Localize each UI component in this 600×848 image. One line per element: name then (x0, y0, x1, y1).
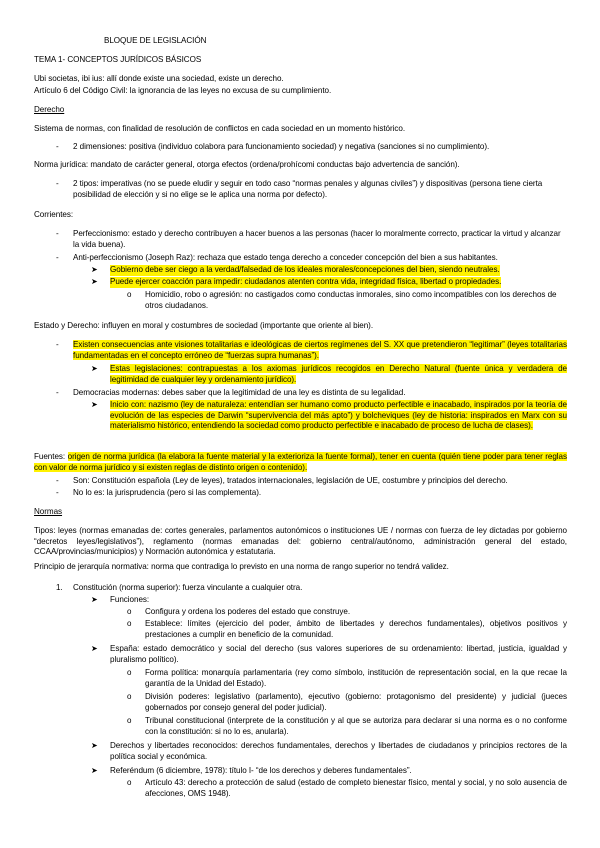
referendum-text: Referéndum (6 diciembre, 1978): título I- “de los derechos y deberes fundamentales”. (110, 766, 412, 775)
normas-tipos-text: Tipos: leyes (normas emanadas de: cortes generales, parlamentos autonómicos o instituciones UE / normas con fuerza de ley dictadas por gobierno “decretos leyes/legislativos”), reglamento (normas emanadas del: gobierno central/autónomo, administración general del estado, CCAA/provincias/municipios) y Normación autonómica y estatutaria. (34, 526, 567, 557)
dash-bullet: - (56, 476, 59, 485)
derecho-definition: Sistema de normas, con finalidad de resolución de conflictos en cada sociedad en un momento histórico. (34, 124, 406, 133)
inicio-text: Inicio con: nazismo (ley de naturaleza: entendían ser humano como producto perfectible e inacabado, inspirados por la teoría de evolución de las especies de Darwin “supervivencia del más apto”) y bolcheviques (ley de historia: inspirados en Marx con su materialismo histórico, entendiendo la sociedad como producto perfectible e inacabado de proceso de lucha de clases). (110, 400, 567, 431)
arrow-bullet-icon: ➤ (91, 265, 98, 274)
arrow-bullet-icon: ➤ (91, 644, 98, 653)
jerarquia-text: Principio de jerarquía normativa: norma que contradiga lo previsto en una norma de rango superior no tendrá validez. (34, 562, 449, 571)
perfeccionismo-text: Perfeccionismo: estado y derecho contribuyen a hacer buenos a las personas (hacer lo moralmente correcto, practicar la virtud y alcanzar la vida buena). (73, 229, 561, 249)
arrow-bullet-icon: ➤ (91, 364, 98, 373)
tipos-text: 2 tipos: imperativas (no se puede eludir y seguir en todo caso “normas penales y algunas civiles”) y dispositivas (persona tiene cierta posibilidad de elección y si no elige se le aplica una norma por defecto). (73, 179, 543, 199)
dimensiones-text: 2 dimensiones: positiva (individuo colabora para funcionamiento sociedad) y negativa (sanciones si no cumplimiento). (73, 142, 490, 151)
referendum-item: Artículo 43: derecho a protección de salud (estado de completo bienestar físico, mental y social, y no solo ausencia de afecciones, OMS 1948). (145, 778, 567, 798)
democracias-text: Democracias modernas: debes saber que la legitimidad de una ley es distinta de su legalidad. (73, 388, 406, 397)
funciones-label: Funciones: (110, 595, 150, 604)
espana-item: Tribunal constitucional (interprete de la constitución y al que se autoriza para declarar si una norma es o no conforme con la constitución: si no lo es, anularla). (145, 716, 567, 736)
arrow-bullet-icon: ➤ (91, 766, 98, 775)
section-heading-derecho: Derecho (34, 105, 65, 114)
dash-bullet: - (56, 229, 59, 238)
estado-derecho-heading: Estado y Derecho: influyen en moral y costumbres de sociedad (importante que oriente al bien). (34, 321, 374, 330)
espana-text: España: estado democrático y social del derecho (sus valores superiores de su ordenamiento: libertad, justicia, igualdad y pluralismo político). (110, 644, 567, 664)
intro-line: Ubi societas, ibi ius: allí donde existe una sociedad, existe un derecho. (34, 74, 284, 83)
espana-item: División poderes: legislativo (parlamento), ejecutivo (gobierno: protagonismo del presidente) y judicial (jueces gobernados por consejo general del poder judicial). (145, 692, 567, 712)
circle-bullet-icon: o (127, 692, 132, 701)
dash-bullet: - (56, 142, 59, 151)
arrow-bullet-icon: ➤ (91, 400, 98, 409)
dash-bullet: - (56, 488, 59, 497)
circle-bullet-icon: o (127, 619, 132, 628)
dash-bullet: - (56, 253, 59, 262)
list-number: 1. (56, 583, 63, 592)
espana-item: Forma política: monarquía parlamentaria (rey como símbolo, institución de representación social, en la que recae la garantía de la Unidad del Estado). (145, 668, 567, 688)
norma-juridica-text: Norma jurídica: mandato de carácter general, otorga efectos (ordena/prohícomi conductas bajo advertencia de sanción). (34, 160, 460, 169)
constitucion-text: Constitución (norma superior): fuerza vinculante a cualquier otra. (73, 583, 303, 592)
page-title: BLOQUE DE LEGISLACIÓN (104, 36, 207, 45)
legislaciones-text: Estas legislaciones: contrapuestas a los axiomas jurídicos recogidos en Derecho Natural (fuente única y verdadera de legitimidad de cualquier ley y ordenamiento jurídico). (110, 364, 567, 384)
sub-bullet-text: Homicidio, robo o agresión: no castigados como conductas inmorales, sino como incompatibles con los derechos de otros ciudadanos. (145, 290, 557, 310)
intro-line: Artículo 6 del Código Civil: la ignorancia de las leyes no excusa de su cumplimiento. (34, 86, 332, 95)
circle-bullet-icon: o (127, 290, 132, 299)
circle-bullet-icon: o (127, 716, 132, 725)
highlighted-arrow-text: Gobierno debe ser ciego a la verdad/falsedad de los ideales morales/concepciones del bien, siendo neutrales. (110, 265, 500, 274)
circle-bullet-icon: o (127, 668, 132, 677)
funciones-item: Establece: límites (ejercicio del poder, ámbito de libertades y derechos fundamentales), objetivos positivos y prestaciones a cumplir en beneficio de la comunidad. (145, 619, 567, 639)
funciones-item: Configura y ordena los poderes del estado que construye. (145, 607, 351, 616)
section-heading-corrientes: Corrientes: (34, 210, 74, 219)
dash-bullet: - (56, 340, 59, 349)
derechos-text: Derechos y libertades reconocidos: derechos fundamentales, derechos y libertades de ciudadanos y principios rectores de la política social y económica. (110, 741, 567, 761)
circle-bullet-icon: o (127, 607, 132, 616)
fuentes-son-text: Son: Constitución española (Ley de leyes), tratados internacionales, legislación de UE, costumbre y principios del derecho. (73, 476, 508, 485)
circle-bullet-icon: o (127, 778, 132, 787)
dash-bullet: - (56, 388, 59, 397)
dash-bullet: - (56, 179, 59, 188)
tema-heading: TEMA 1- CONCEPTOS JURÍDICOS BÁSICOS (34, 55, 202, 64)
highlighted-arrow-text: Puede ejercer coacción para impedir: ciudadanos atenten contra vida, integridad física, libertad o propiedades. (110, 277, 502, 286)
arrow-bullet-icon: ➤ (91, 277, 98, 286)
totalitarias-text: Existen consecuencias ante visiones totalitarias e ideológicas de ciertos regímenes del S. XX que pretendieron “legitimar” (leyes totalitarias fundamentadas en el concepto erróneo de “fuerzas supra humanas”). (73, 340, 567, 360)
antiperfeccionismo-text: Anti-perfeccionismo (Joseph Raz): rechaza que estado tenga derecho a conceder concepción del bien a sus habitantes. (73, 253, 498, 262)
section-heading-normas: Normas (34, 507, 63, 516)
arrow-bullet-icon: ➤ (91, 741, 98, 750)
fuentes-no-es-text: No lo es: la jurisprudencia (pero si las complementa). (73, 488, 262, 497)
fuentes-paragraph: Fuentes: origen de norma jurídica (la elabora la fuente material y la exterioriza la fuente formal), tener en cuenta (quién tiene poder para tener reglas con valor de norma jurídico y si existen reglas de distinto origen o contenido). (34, 452, 567, 472)
arrow-bullet-icon: ➤ (91, 595, 98, 604)
